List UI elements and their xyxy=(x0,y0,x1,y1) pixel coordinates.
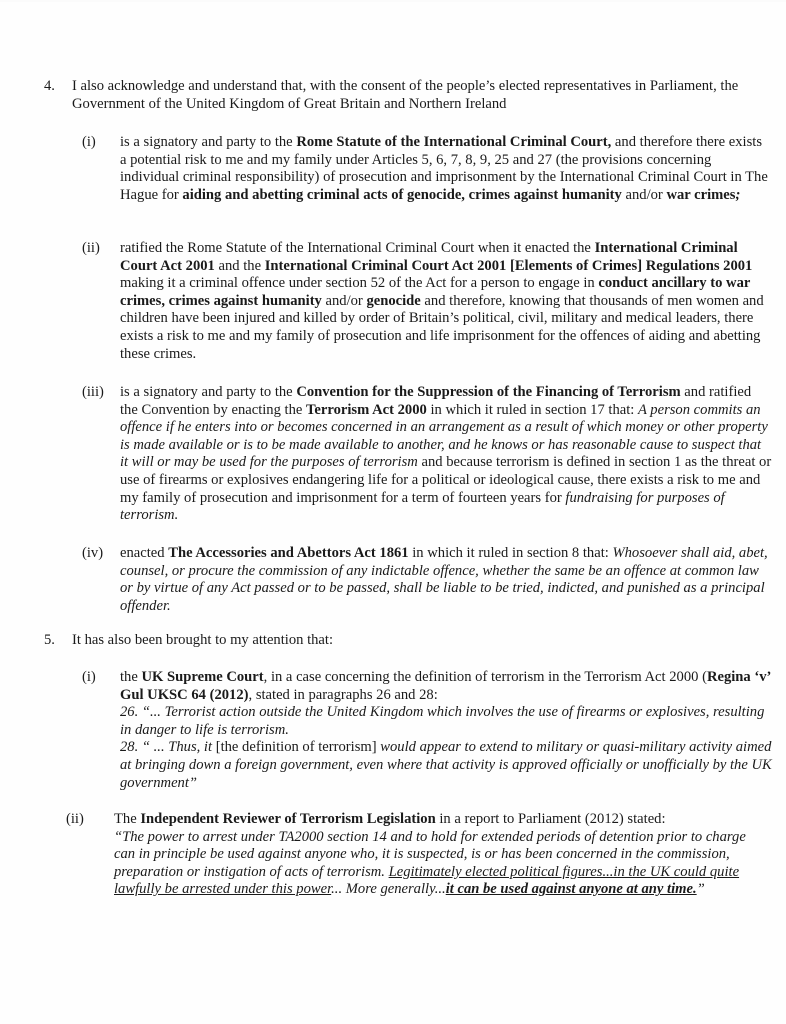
text-segment: and/or xyxy=(621,186,667,203)
text-segment: and therefore there exists a potential risk to me and my family under Articles 5, 6, 7, 8, 9, 25 and 27 (the provisions concerning individual criminal responsibility) of prosecution and imprisonment by the International Criminal Court in The Hague for xyxy=(120,134,768,203)
list-item xyxy=(82,134,772,204)
text-segment: genocide xyxy=(366,292,421,309)
text-segment: and the xyxy=(214,257,265,274)
list-item xyxy=(82,545,772,615)
page-bottom-edge xyxy=(0,0,786,2)
text-segment: and/or xyxy=(321,292,367,309)
text-segment: is a signatory and party to the xyxy=(120,134,297,150)
text-segment: ; xyxy=(735,186,741,203)
paragraph-5 xyxy=(44,632,744,650)
text-segment: , stated in paragraphs 26 and 28: xyxy=(248,686,438,703)
text-segment: the xyxy=(120,669,142,685)
text-segment: ratified the Rome Statute of the International Criminal Court when it enacted the xyxy=(120,240,595,256)
text-segment: war crimes xyxy=(666,186,736,203)
list-item xyxy=(66,811,746,899)
item-text xyxy=(120,545,772,615)
item-text xyxy=(120,134,772,204)
text-segment: it can be used against anyone at any time. xyxy=(445,881,697,898)
paragraph-number: 5. xyxy=(44,632,55,648)
text-segment: International Criminal Court Act 2001 [Elements of Crimes] Regulations 2001 xyxy=(264,257,753,274)
text-segment: is a signatory and party to the xyxy=(120,384,297,400)
text-segment: in a report to Parliament (2012) stated: xyxy=(435,811,666,827)
text-segment: Regina ‘v’ Gul UKSC 64 (2012) xyxy=(120,669,771,703)
text-segment: Rome Statute of the International Criminal Court, xyxy=(296,134,612,150)
text-segment: and ratified the Convention by enacting the xyxy=(120,384,752,418)
text-segment: and because terrorism is defined in section 1 as the threat or use of firearms or explosives endangering life for a political or ideological cause, there exists a risk to me and my family of prosecution and imprisonment for a term of fourteen years for xyxy=(120,454,772,506)
item-label: (ii) xyxy=(82,240,100,256)
text-segment: would appear to extend to military or quasi-military activity aimed at bringing down a foreign government, even where that activity is approved officially or unofficially by the UK government” xyxy=(120,739,772,791)
item-label: (i) xyxy=(82,134,96,150)
item-label: (iv) xyxy=(82,545,104,561)
text-segment: ” xyxy=(696,881,705,898)
text-segment: 28. “ ... Thus, it xyxy=(120,739,216,756)
text-segment: Legitimately elected political figures...in the UK could quite lawfully be arrested under this power xyxy=(114,863,740,898)
text-segment: aiding and abetting criminal acts of genocide, crimes against humanity xyxy=(182,186,622,203)
list-item xyxy=(82,240,772,363)
text-segment: 26. “... Terrorist action outside the United Kingdom which involves the use of firearms or explosives, resulting in danger to life is terrorism. xyxy=(120,704,765,738)
text-segment: fundraising for purposes of terrorism. xyxy=(120,489,725,524)
text-segment: in which it ruled in section 17 that: xyxy=(426,401,638,418)
text-segment: The xyxy=(114,811,141,827)
item-text xyxy=(120,384,772,525)
text-segment: enacted xyxy=(120,545,169,561)
text-segment: [the definition of terrorism] xyxy=(215,739,377,756)
text-segment: making it a criminal offence under section 52 of the Act for a person to engage in xyxy=(120,275,599,292)
text-segment: in which it ruled in section 8 that: xyxy=(408,545,613,561)
text-segment: International Criminal Court Act 2001 xyxy=(120,240,738,274)
text-segment: The Accessories and Abettors Act 1861 xyxy=(168,545,409,561)
item-label: (ii) xyxy=(66,811,84,827)
text-segment: and therefore, knowing that thousands of men women and children have been injured and killed by order of Britain’s political, civil, military and medical leaders, there exists a risk to me and my family of prosecution and life imprisonment for the offences of aiding and abetting these crimes. xyxy=(120,292,764,362)
list-item xyxy=(82,669,772,792)
paragraph-4 xyxy=(44,78,744,113)
item-label: (iii) xyxy=(82,384,104,400)
text-segment: “The power to arrest under TA2000 section 14 and to hold for extended periods of detention prior to charge can in principle be used against anyone who, it is suspected, is or has been concerned in the commission, preparation or instigation of acts of terrorism. xyxy=(114,828,746,880)
text-segment: conduct ancillary to war crimes, crimes against humanity xyxy=(120,275,751,309)
text-segment: ... More generally... xyxy=(331,881,446,898)
paragraph-text: I also acknowledge and understand that, with the consent of the people’s elected representatives in Parliament, the Government of the United Kingdom of Great Britain and Northern Ireland xyxy=(72,78,739,112)
text-segment: Independent Reviewer of Terrorism Legislation xyxy=(140,811,436,827)
item-text xyxy=(120,669,772,792)
item-text xyxy=(120,240,772,363)
text-segment: A person commits an offence if he enters into or becomes concerned in an arrangement as a result of which money or other property is made available or is to be made available to another, and he knows or has reasonable cause to suspect that it will or may be used for the purposes of terrorism xyxy=(120,401,768,471)
text-segment: , in a case concerning the definition of terrorism in the Terrorism Act 2000 ( xyxy=(263,669,707,685)
text-segment: Terrorism Act 2000 xyxy=(306,401,427,418)
item-text xyxy=(114,811,746,899)
list-item xyxy=(82,384,772,525)
paragraph-number: 4. xyxy=(44,78,55,94)
item-label: (i) xyxy=(82,669,96,685)
text-segment: Convention for the Suppression of the Financing of Terrorism xyxy=(296,384,681,400)
text-segment: UK Supreme Court xyxy=(141,669,264,685)
paragraph-text: It has also been brought to my attention that: xyxy=(72,632,334,648)
text-segment: Whosoever shall aid, abet, counsel, or procure the commission of any indictable offence, whether the same be an offence at common law or by virtue of any Act passed or to be passed, shall be liable to be tried, indicted, and punished as a principal offender. xyxy=(120,545,768,614)
